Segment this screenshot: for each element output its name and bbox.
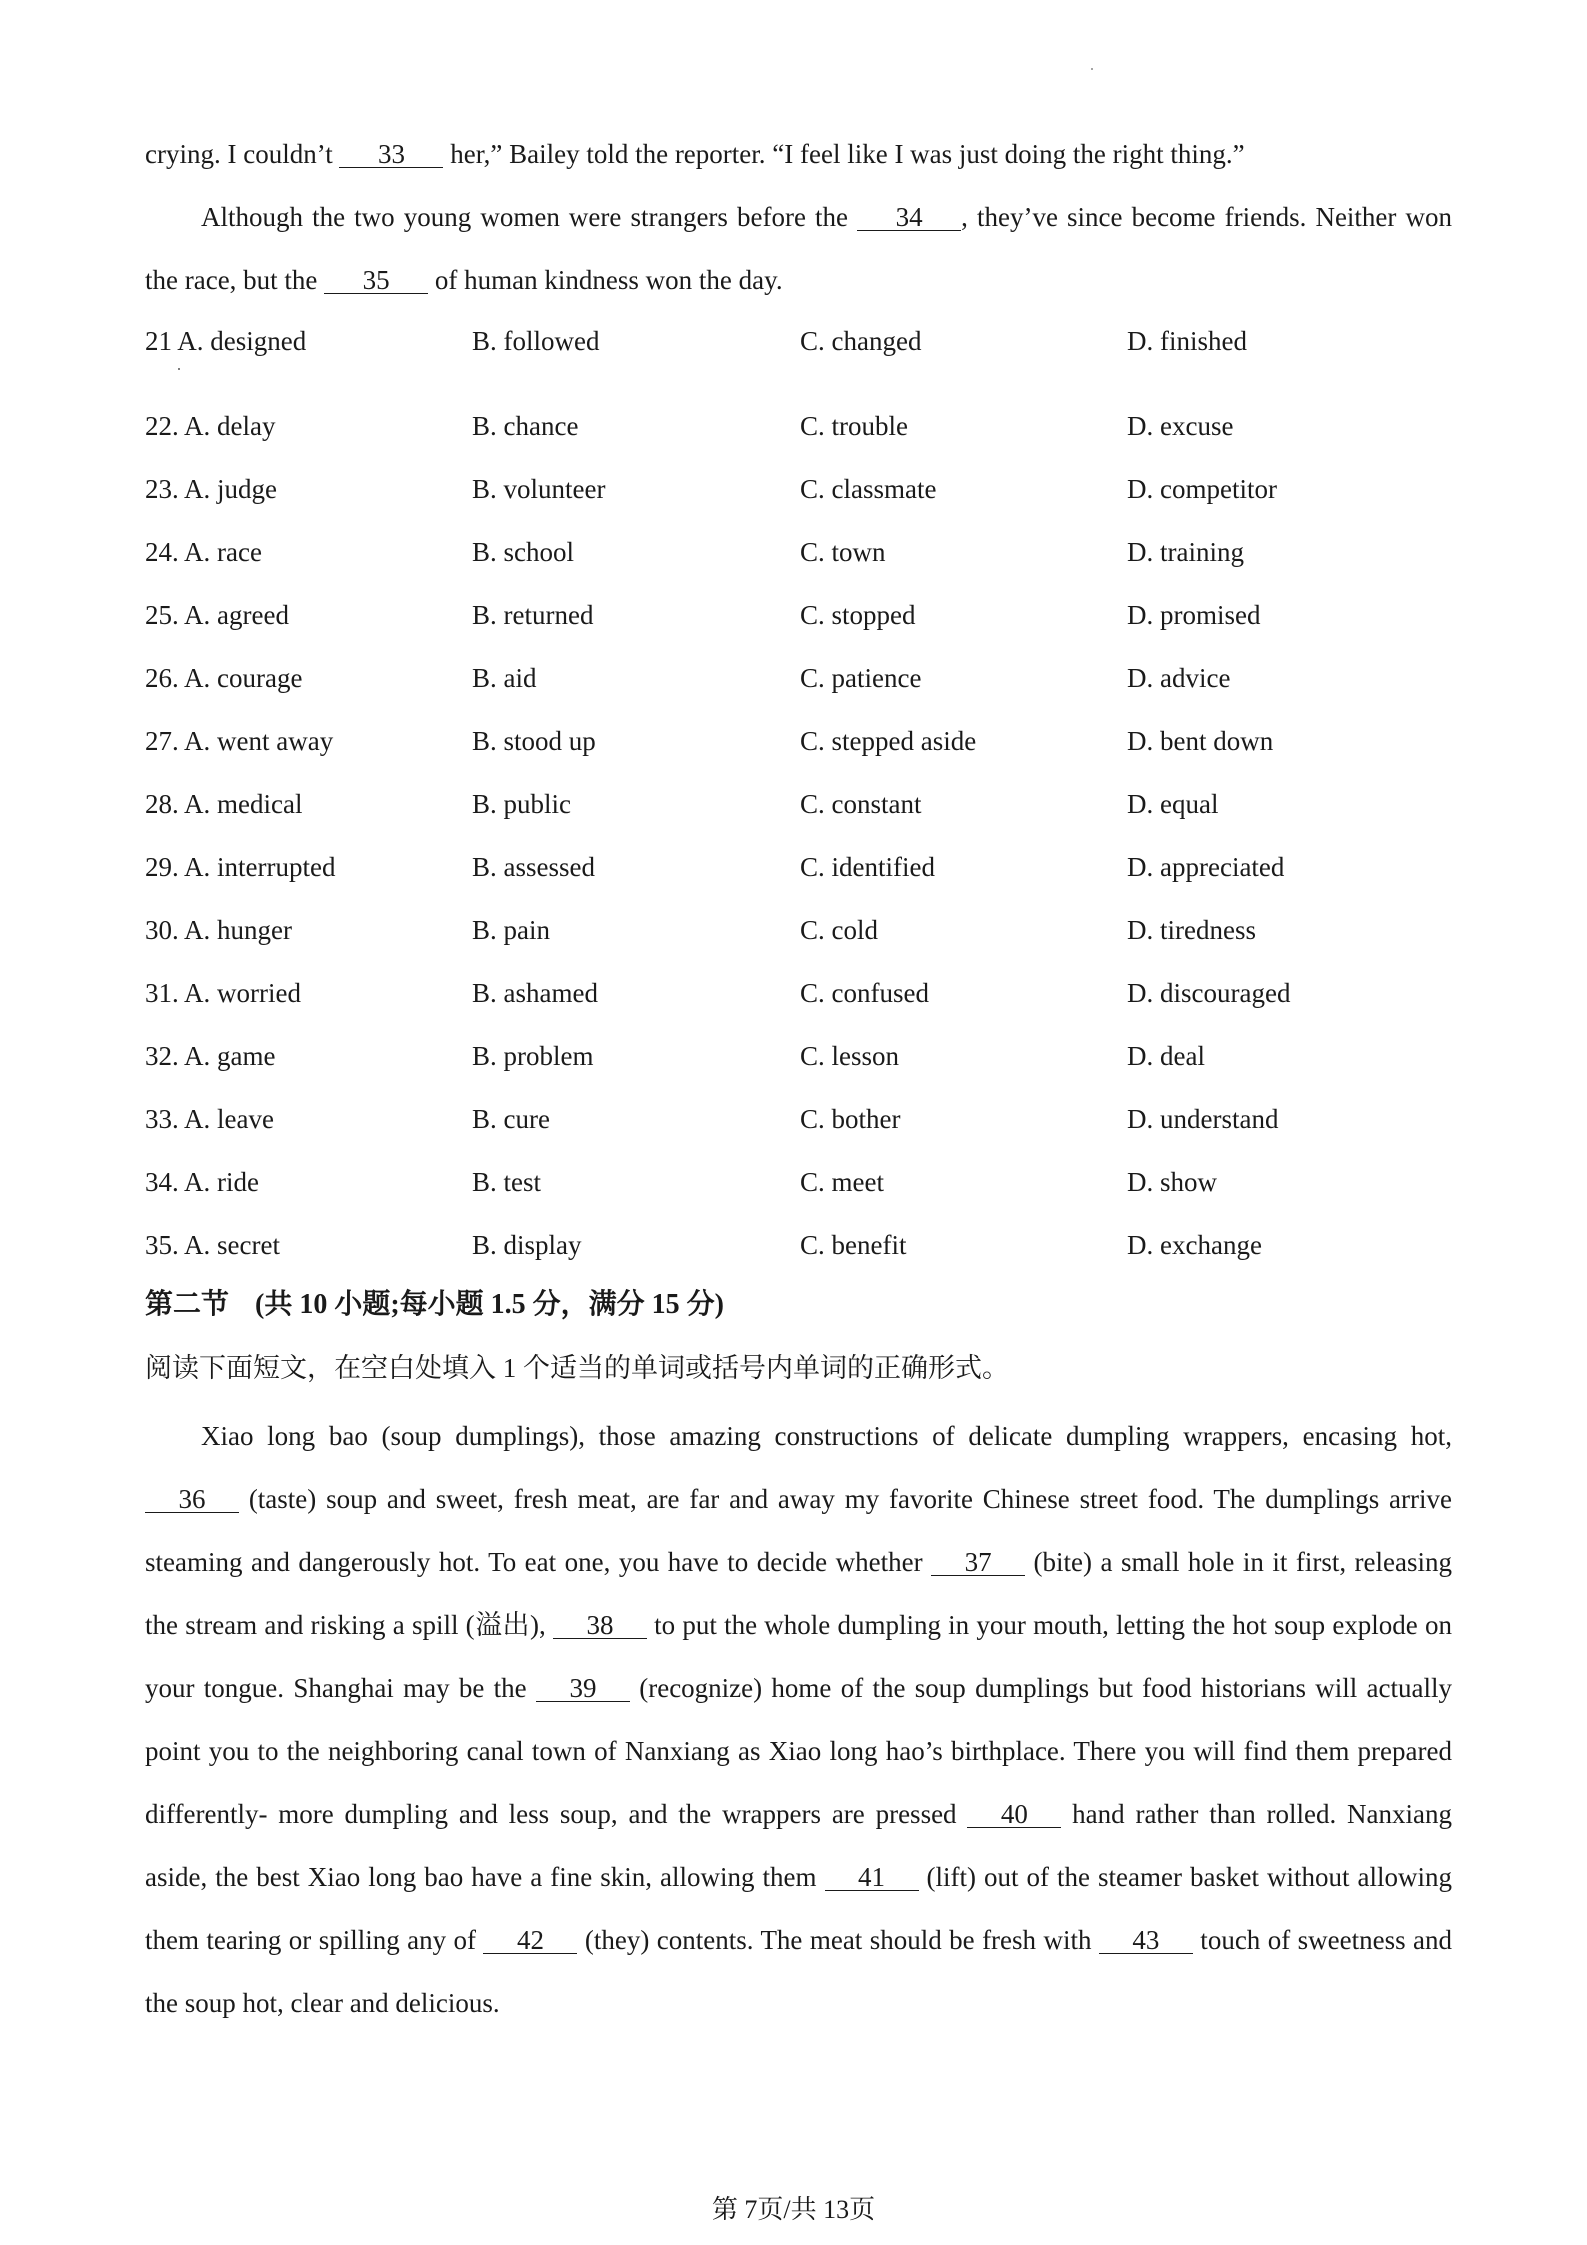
option-a xyxy=(145,521,472,584)
section-scoring: (共 10 小题;每小题 1.5 分，满分 15 分) xyxy=(255,1289,724,1320)
blank-40: 40 xyxy=(967,1801,1061,1828)
option-c: C. identified xyxy=(800,852,935,882)
blank-35: 35 xyxy=(324,267,428,294)
option-d: D. understand xyxy=(1127,1104,1279,1134)
option-b: B. stood up xyxy=(472,726,596,756)
option-a xyxy=(145,1151,472,1214)
text: Although the two young women were strangers before the xyxy=(201,202,858,232)
option-b: B. public xyxy=(472,789,571,819)
option-row xyxy=(145,1025,1345,1088)
option-text: A. race xyxy=(184,537,262,567)
option-text: A. courage xyxy=(184,663,303,693)
question-number: 35. xyxy=(145,1230,179,1260)
option-b: B. chance xyxy=(472,411,579,441)
section-title: 第二节 xyxy=(145,1289,230,1320)
blank-34: 34 xyxy=(857,204,961,231)
blank-38: 38 xyxy=(553,1612,647,1639)
option-text: A. leave xyxy=(184,1104,274,1134)
option-a xyxy=(145,395,472,458)
option-c: C. meet xyxy=(800,1167,884,1197)
option-d: D. bent down xyxy=(1127,726,1274,756)
option-row xyxy=(145,584,1345,647)
option-text: A. ride xyxy=(184,1167,259,1197)
blank-41: 41 xyxy=(825,1864,919,1891)
passage-paragraph-1 xyxy=(145,123,1452,186)
text: her,” Bailey told the reporter. “I feel like I was just doing the right thing.” xyxy=(443,139,1245,169)
option-text: A. hunger xyxy=(184,915,292,945)
option-d: D. tiredness xyxy=(1127,915,1256,945)
option-text: A. medical xyxy=(184,789,303,819)
passage-grammar-fill xyxy=(145,1405,1452,2035)
blank-36: 36 xyxy=(145,1486,239,1513)
option-a xyxy=(145,458,472,521)
option-row xyxy=(145,710,1345,773)
question-number: 25. xyxy=(145,600,179,630)
option-a xyxy=(145,584,472,647)
option-b: B. assessed xyxy=(472,852,595,882)
text: to put the whole dumpling in your mouth, letting the hot soup explode on your tongue. Shanghai may be the xyxy=(145,1610,1452,1703)
option-a xyxy=(145,836,472,899)
option-d: D. appreciated xyxy=(1127,852,1285,882)
option-a xyxy=(145,647,472,710)
text: (taste) soup and sweet, fresh meat, are far and away my favorite Chinese street food. The dumplings arrive steaming and dangerously hot. To eat one, you have to decide whether xyxy=(145,1484,1452,1577)
option-row xyxy=(145,395,1345,458)
option-b: B. ashamed xyxy=(472,978,598,1008)
option-row xyxy=(145,647,1345,710)
text: touch of sweetness and the soup hot, clear and delicious. xyxy=(145,1925,1453,2018)
option-a xyxy=(145,710,472,773)
option-d: D. discouraged xyxy=(1127,978,1291,1008)
option-c: C. cold xyxy=(800,915,878,945)
option-c: C. stopped xyxy=(800,600,916,630)
option-b: B. cure xyxy=(472,1104,550,1134)
text: (bite) a small hole in it first, releasing the stream and risking a spill (溢出), xyxy=(145,1547,1452,1640)
option-a xyxy=(145,1088,472,1151)
speck-mark xyxy=(178,368,180,370)
question-number: 34. xyxy=(145,1167,179,1197)
option-c: C. classmate xyxy=(800,474,937,504)
option-b: B. volunteer xyxy=(472,474,606,504)
option-b: B. school xyxy=(472,537,575,567)
question-number: 23. xyxy=(145,474,179,504)
question-number: 24. xyxy=(145,537,179,567)
question-number: 32. xyxy=(145,1041,179,1071)
blank-37: 37 xyxy=(931,1549,1025,1576)
option-text: A. game xyxy=(184,1041,276,1071)
option-row xyxy=(145,1214,1345,1277)
blank-43: 43 xyxy=(1099,1927,1193,1954)
text: Xiao long bao (soup dumplings), those amazing constructions of delicate dumpling wrappers, encasing hot, xyxy=(201,1421,1452,1451)
option-b: B. followed xyxy=(472,326,600,356)
speck-mark xyxy=(1091,68,1093,70)
option-d: D. training xyxy=(1127,537,1244,567)
text: crying. I couldn’t xyxy=(145,139,340,169)
question-number: 31. xyxy=(145,978,179,1008)
question-number: 30. xyxy=(145,915,179,945)
option-c: C. benefit xyxy=(800,1230,907,1260)
section-heading xyxy=(145,1280,724,1330)
option-b: B. problem xyxy=(472,1041,594,1071)
option-d: D. finished xyxy=(1127,326,1247,356)
option-text: A. interrupted xyxy=(184,852,336,882)
blank-33: 33 xyxy=(339,141,443,168)
option-b: B. test xyxy=(472,1167,542,1197)
text: (they) contents. The meat should be fresh with xyxy=(577,1925,1099,1955)
option-text: A. worried xyxy=(184,978,301,1008)
option-c: C. changed xyxy=(800,326,922,356)
option-c: C. town xyxy=(800,537,886,567)
question-number: 22. xyxy=(145,411,179,441)
option-d: D. excuse xyxy=(1127,411,1234,441)
option-text: A. delay xyxy=(184,411,276,441)
option-d: D. deal xyxy=(1127,1041,1205,1071)
blank-39: 39 xyxy=(536,1675,630,1702)
option-row xyxy=(145,521,1345,584)
page-footer: 第 7页/共 13页 xyxy=(711,2195,876,2224)
question-number: 27. xyxy=(145,726,179,756)
option-a xyxy=(145,899,472,962)
option-c: C. stepped aside xyxy=(800,726,977,756)
option-text: A. secret xyxy=(184,1230,280,1260)
section-instruction: 阅读下面短文，在空白处填入 1 个适当的单词或括号内单词的正确形式。 xyxy=(145,1353,1009,1383)
option-a xyxy=(145,1025,472,1088)
question-number: 28. xyxy=(145,789,179,819)
option-row xyxy=(145,962,1345,1025)
option-b: B. pain xyxy=(472,915,550,945)
option-row xyxy=(145,899,1345,962)
text: (recognize) home of the soup dumplings but food historians will actually point you to the neighboring canal town of Nanxiang as Xiao long hao’s birthplace. There you will find them prepared differently- more dumpling and less soup, and the wrappers are pressed xyxy=(145,1673,1453,1829)
blank-42: 42 xyxy=(483,1927,577,1954)
passage-paragraph-2 xyxy=(145,186,1452,312)
option-b: B. returned xyxy=(472,600,594,630)
options-table xyxy=(145,310,1345,1277)
option-text: A. designed xyxy=(177,326,307,356)
option-row xyxy=(145,1151,1345,1214)
option-a xyxy=(145,773,472,836)
text: (lift) out of the steamer basket without allowing them tearing or spilling any of xyxy=(145,1862,1452,1955)
option-row xyxy=(145,836,1345,899)
question-number: 29. xyxy=(145,852,179,882)
text: hand rather than rolled. Nanxiang aside, the best Xiao long bao have a fine skin, allowing them xyxy=(145,1799,1452,1892)
option-b: B. display xyxy=(472,1230,582,1260)
option-c: C. lesson xyxy=(800,1041,900,1071)
option-c: C. bother xyxy=(800,1104,901,1134)
option-text: A. agreed xyxy=(184,600,289,630)
option-text: A. went away xyxy=(184,726,334,756)
option-a xyxy=(145,310,472,395)
option-d: D. exchange xyxy=(1127,1230,1262,1260)
option-row xyxy=(145,773,1345,836)
text: of human kindness won the day. xyxy=(428,265,783,295)
option-d: D. equal xyxy=(1127,789,1219,819)
option-c: C. constant xyxy=(800,789,922,819)
option-row xyxy=(145,458,1345,521)
option-c: C. trouble xyxy=(800,411,908,441)
option-c: C. patience xyxy=(800,663,922,693)
option-b: B. aid xyxy=(472,663,537,693)
option-a xyxy=(145,1214,472,1277)
option-d: D. promised xyxy=(1127,600,1261,630)
question-number: 21 xyxy=(145,326,172,356)
option-text: A. judge xyxy=(184,474,277,504)
option-d: D. competitor xyxy=(1127,474,1277,504)
option-d: D. show xyxy=(1127,1167,1218,1197)
option-row xyxy=(145,1088,1345,1151)
option-row xyxy=(145,310,1345,395)
question-number: 26. xyxy=(145,663,179,693)
option-a xyxy=(145,962,472,1025)
option-c: C. confused xyxy=(800,978,929,1008)
option-d: D. advice xyxy=(1127,663,1231,693)
text: , they’ve since become friends. Neither won the race, but the xyxy=(145,202,1452,295)
question-number: 33. xyxy=(145,1104,179,1134)
